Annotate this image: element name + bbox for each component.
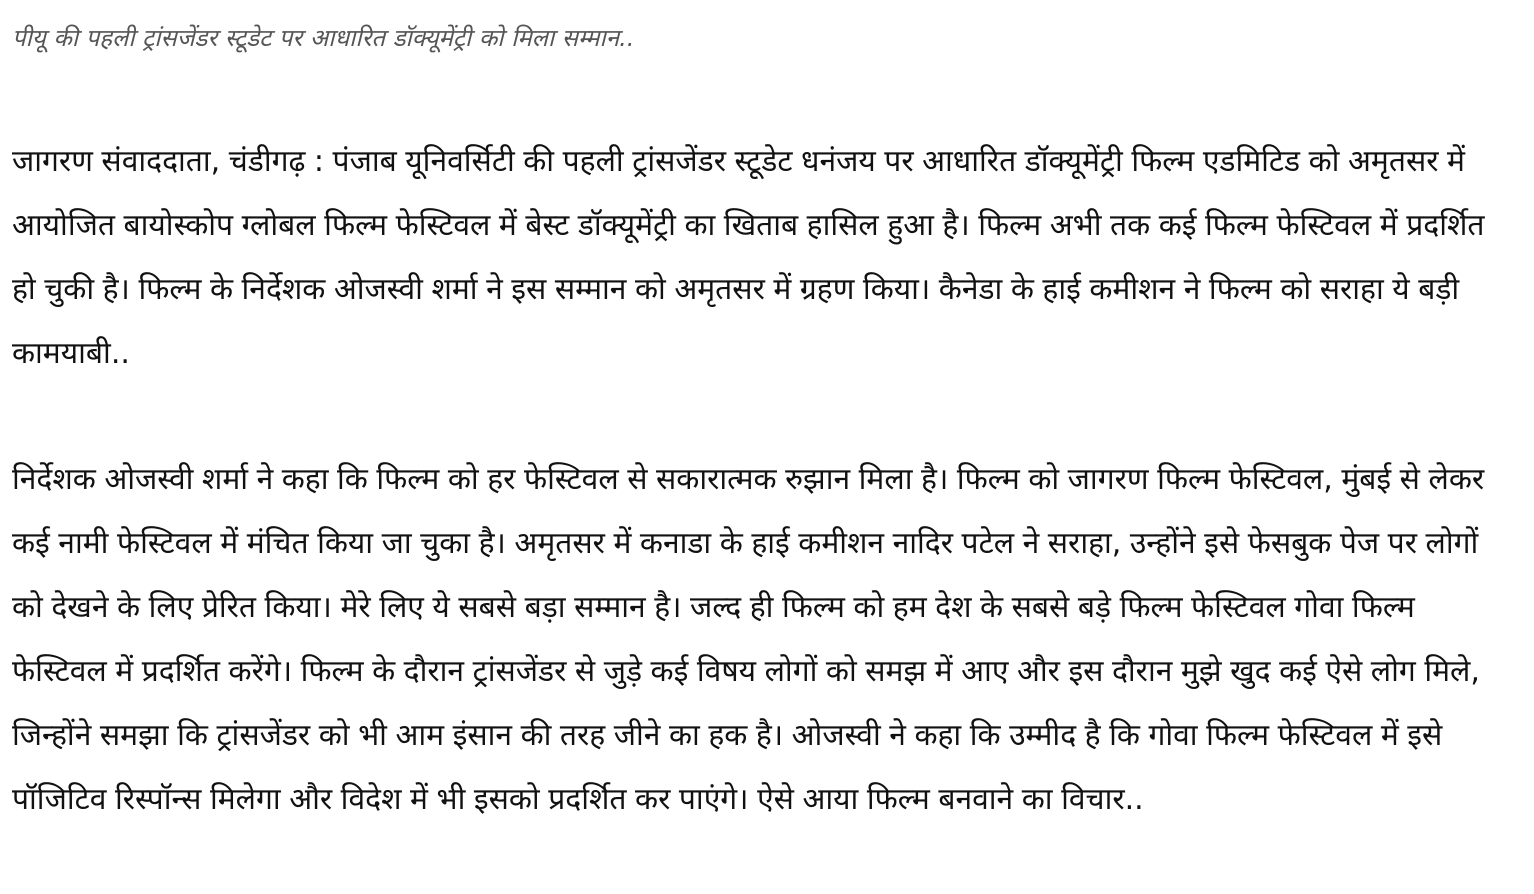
- article-subtitle: पीयू की पहली ट्रांसजेंडर स्टूडेट पर आधारित डॉक्यूमेंट्री को मिला सम्मान..: [12, 24, 635, 52]
- article-paragraph-2: निर्देशक ओजस्वी शर्मा ने कहा कि फिल्म को हर फेस्टिवल से सकारात्मक रुझान मिला है। फिल्म को जागरण फिल्म फेस्टिवल, मुंबई से लेकर कई नामी फेस्टिवल में मंचित किया जा चुका है। अमृतसर में कनाडा के हाई कमीशन नादिर पटेल ने सराहा, उन्होंने इसे फेसबुक पेज पर लोगों को देखने के लिए प्रेरित किया। मेरे लिए ये सबसे बड़ा सम्मान है। जल्द ही फिल्म को हम देश के सबसे बड़े फिल्म फेस्टिवल गोवा फिल्म फेस्टिवल में प्रदर्शित करेंगे। फिल्म के दौरान ट्रांसजेंडर से जुड़े कई विषय लोगों को समझ में आए और इस दौरान मुझे खुद कई ऐसे लोग मिले, जिन्होंने समझा कि ट्रांसजेंडर को भी आम इंसान की तरह जीने का हक है। ओजस्वी ने कहा कि उम्मीद है कि गोवा फिल्म फेस्टिवल में इसे पॉजिटिव रिस्पॉन्स मिलेगा और विदेश में भी इसको प्रदर्शित कर पाएंगे। ऐसे आया फिल्म बनवाने का विचार..: [12, 462, 1485, 817]
- article-paragraph-1: जागरण संवाददाता, चंडीगढ़ : पंजाब यूनिवर्सिटी की पहली ट्रांसजेंडर स्टूडेट धनंजय पर आधारित डॉक्यूमेंट्री फिल्म एडमिटिड को अमृतसर में आयोजित बायोस्कोप ग्लोबल फिल्म फेस्टिवल में बेस्ट डॉक्यूमेंट्री का खिताब हासिल हुआ है। फिल्म अभी तक कई फिल्म फेस्टिवल में प्रदर्शित हो चुकी है। फिल्म के निर्देशक ओजस्वी शर्मा ने इस सम्मान को अमृतसर में ग्रहण किया। कैनेडा के हाई कमीशन ने फिल्म को सराहा ये बड़ी कामयाबी..: [12, 144, 1485, 371]
